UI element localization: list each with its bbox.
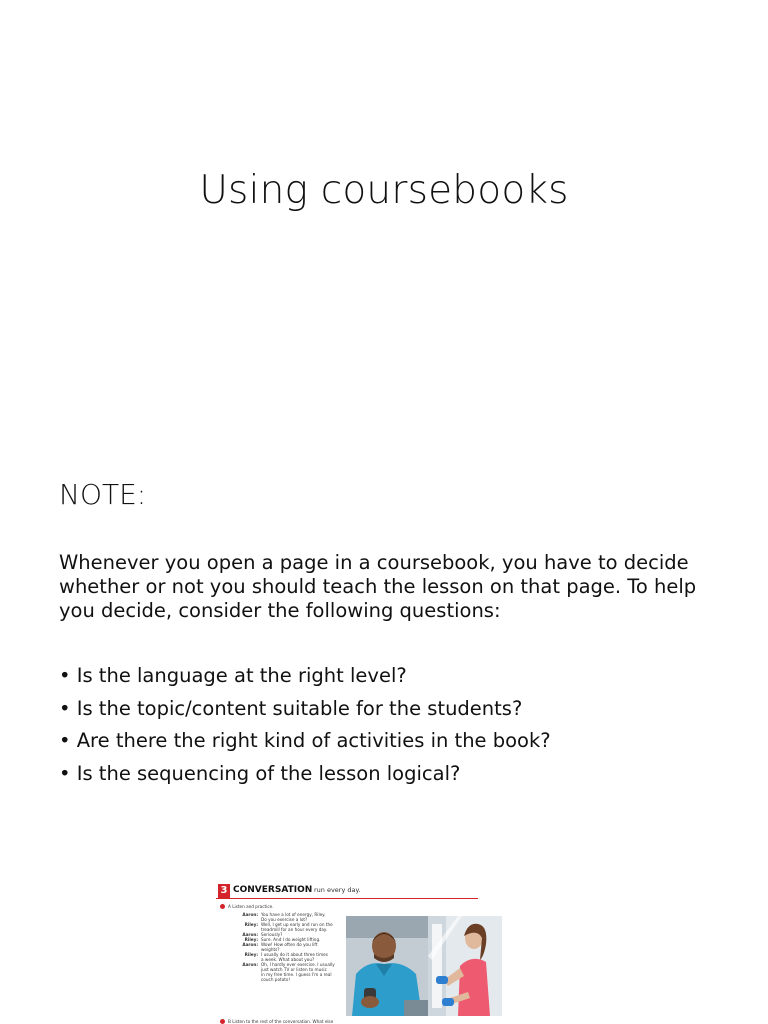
- photo-man-on-couch: [346, 916, 428, 1016]
- question-item: • Is the topic/content suitable for the students?: [59, 696, 523, 720]
- audio-icon: [220, 904, 225, 909]
- dialogue-line: [236, 922, 348, 932]
- coursebook-excerpt-image: [216, 880, 506, 1024]
- dialogue-speaker: Riley:: [244, 922, 258, 927]
- question-list: [59, 664, 551, 794]
- dialogue-text: weights?: [261, 947, 280, 952]
- section-subtitle: I run every day.: [310, 886, 361, 894]
- dialogue-text: in my free time. I guess I'm a real: [261, 972, 332, 977]
- dialogue-speaker: Aaron:: [242, 942, 258, 947]
- coursebook-section-header: [216, 884, 478, 899]
- conversation-dialogue: [236, 912, 348, 982]
- dialogue-text: Well, I get up early and run on the: [261, 922, 333, 927]
- dialogue-speaker: Riley:: [244, 937, 258, 942]
- dialogue-line: [236, 952, 348, 962]
- exercise-a-instruction: A Listen and practice.: [228, 904, 274, 909]
- woman-illustration: [428, 916, 502, 1016]
- dialogue-text: Wow! How often do you lift: [261, 942, 318, 947]
- dialogue-text: Oh, I hardly ever exercise. I usually: [261, 962, 335, 967]
- man-illustration: [346, 916, 428, 1016]
- dialogue-text: treadmill for an hour every day.: [261, 927, 328, 932]
- question-item: • Are there the right kind of activities in the book?: [59, 729, 551, 752]
- section-number-badge: 3: [218, 884, 230, 898]
- dialogue-text: Do you exercise a lot?: [261, 917, 308, 922]
- dialogue-line: [236, 942, 348, 952]
- dialogue-text: a week. What about you?: [261, 957, 315, 962]
- title-slide: [0, 0, 768, 440]
- dialogue-text: You have a lot of energy, Riley.: [261, 912, 326, 917]
- dialogue-text: I usually do it about three times: [261, 952, 328, 957]
- dialogue-text: couch potato!: [261, 977, 291, 982]
- exercise-b-instruction: B Listen to the rest of the conversation. What else: [228, 1019, 334, 1024]
- dialogue-text: Seriously?: [261, 932, 283, 937]
- dialogue-text: just watch TV or listen to music: [261, 967, 327, 972]
- dialogue-speaker: Aaron:: [242, 962, 258, 967]
- audio-icon: [220, 1019, 225, 1024]
- note-heading: NOTE:: [59, 478, 147, 511]
- dialogue-line: [236, 962, 348, 982]
- section-title: CONVERSATION: [233, 885, 313, 895]
- photo-woman-with-dumbbells: [428, 916, 502, 1016]
- page-title: Using coursebooks: [199, 168, 569, 213]
- dialogue-line: [236, 912, 348, 922]
- question-item: • Is the sequencing of the lesson logical?: [59, 761, 461, 785]
- question-item: • Is the language at the right level?: [59, 664, 407, 687]
- dialogue-speaker: Aaron:: [242, 912, 258, 917]
- dialogue-text: Sure. And I do weight lifting.: [261, 937, 321, 942]
- intro-paragraph: Whenever you open a page in a coursebook, you have to decide whether or not you should teach the lesson on that page. To help you decide, consider the following questions:: [59, 551, 697, 622]
- dialogue-speaker: Riley:: [244, 952, 258, 957]
- dialogue-speaker: Aaron:: [242, 932, 258, 937]
